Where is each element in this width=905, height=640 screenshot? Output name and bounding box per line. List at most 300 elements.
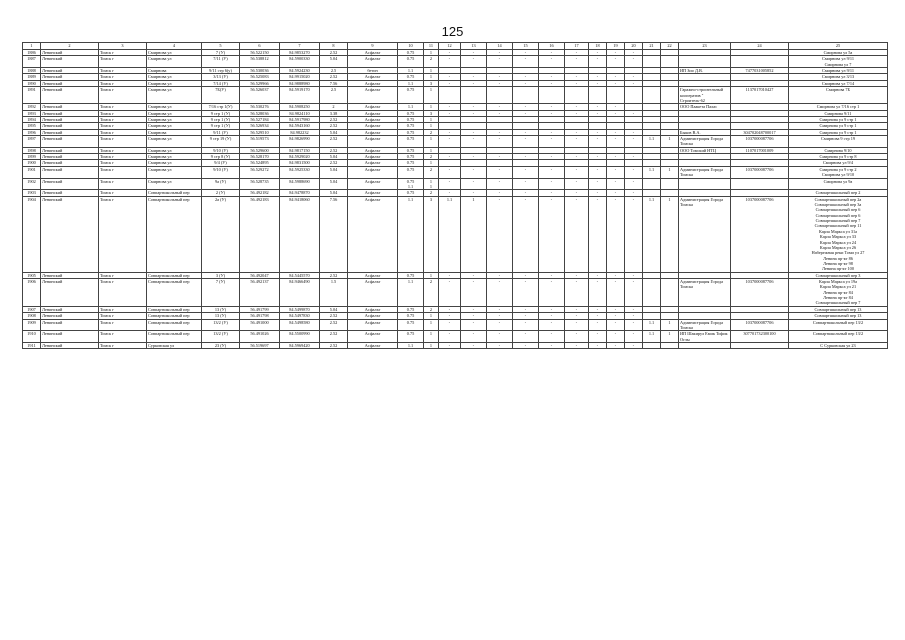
table-cell: -	[513, 166, 539, 178]
table-cell: -	[589, 129, 607, 135]
table-cell: 1	[424, 74, 439, 80]
table-cell: 9/10 (У)	[202, 147, 240, 153]
table-cell: 56.526934	[240, 123, 280, 129]
table-cell: Администрация Города Томска	[679, 319, 731, 331]
table-cell: -	[487, 190, 513, 196]
table-cell: Ленинский	[41, 110, 99, 116]
table-cell: Смирнова ул	[147, 87, 202, 104]
table-cell: 1	[424, 313, 439, 319]
table-cell: Асфальт	[348, 154, 398, 160]
column-header: 5	[202, 43, 240, 50]
table-cell: 56.491026	[240, 331, 280, 343]
table-cell: 1909	[23, 319, 41, 331]
table-cell	[513, 87, 539, 104]
table-cell: 3.38	[320, 110, 348, 116]
table-cell: 1893	[23, 110, 41, 116]
table-cell: 9/11 (У)	[202, 129, 240, 135]
table-cell: 1.1	[643, 136, 661, 148]
table-cell: 1905	[23, 272, 41, 278]
table-cell: -	[589, 196, 607, 272]
table-cell: 84.5917980	[280, 116, 320, 122]
table-cell: Смирнова ул	[147, 154, 202, 160]
table-cell: 1	[424, 116, 439, 122]
table-cell: -	[539, 56, 565, 68]
table-cell: -	[565, 178, 589, 190]
table-cell: 1	[661, 331, 679, 343]
table-cell: 2	[424, 129, 439, 135]
table-cell: 56.529966	[240, 80, 280, 86]
table-cell: 1	[424, 104, 439, 110]
table-row	[23, 319, 888, 331]
table-cell: Томск г	[99, 196, 147, 272]
table-cell: -	[439, 50, 461, 56]
table-cell: -	[487, 56, 513, 68]
table-cell: Смирнова 9/10	[789, 147, 888, 153]
table-cell: -	[607, 319, 625, 331]
table-cell	[731, 56, 789, 68]
table-cell: 56.492183	[240, 196, 280, 272]
table-cell: Асфальт	[348, 87, 398, 104]
table-cell: 1037000087706	[731, 279, 789, 307]
table-cell: -	[461, 272, 487, 278]
table-cell: -	[589, 272, 607, 278]
table-cell: 1887	[23, 56, 41, 68]
table-cell: -	[513, 272, 539, 278]
table-cell: -	[607, 56, 625, 68]
table-cell: -	[625, 272, 643, 278]
table-cell: 3	[424, 196, 439, 272]
table-cell: Смирнова ул	[147, 50, 202, 56]
table-cell: -	[565, 190, 589, 196]
table-cell: 84.9418060	[280, 196, 320, 272]
table-cell: Смирнова ул 9 стр 1	[789, 129, 888, 135]
table-cell: -	[607, 136, 625, 148]
table-cell: 0.75	[398, 160, 424, 166]
table-row	[23, 279, 888, 307]
table-cell	[661, 56, 679, 68]
table-cell: -	[461, 56, 487, 68]
table-cell: 9 стр 1 (У)	[202, 110, 240, 116]
table-cell: Асфальт	[348, 190, 398, 196]
table-cell	[679, 56, 731, 68]
table-cell: 1903	[23, 190, 41, 196]
table-cell: 307701732300100	[731, 331, 789, 343]
table-cell: -	[487, 272, 513, 278]
column-header: 6	[240, 43, 280, 50]
table-cell: Смирнова ул 9/4	[789, 160, 888, 166]
table-cell: 2.52	[320, 116, 348, 122]
table-cell: Асфальт	[348, 178, 398, 190]
table-cell: Асфальт	[348, 160, 398, 166]
table-cell: 1.1	[643, 166, 661, 178]
table-cell: 5.04	[320, 178, 348, 190]
table-cell: Ленинский	[41, 196, 99, 272]
table-cell: -	[461, 178, 487, 190]
table-cell: 1.1	[439, 196, 461, 272]
table-cell: -	[625, 319, 643, 331]
table-cell: -	[625, 166, 643, 178]
table-cell: -	[461, 166, 487, 178]
table-cell: 56.529272	[240, 166, 280, 178]
table-cell: 9а (У)	[202, 178, 240, 190]
table-cell: 0.75	[398, 331, 424, 343]
table-cell: 1911	[23, 342, 41, 348]
table-cell: Смирнова ул 5а	[789, 50, 888, 56]
table-cell: 2	[424, 56, 439, 68]
table-cell: ИП Зио Д.В.	[679, 68, 731, 74]
table-cell: Ленинский	[41, 154, 99, 160]
table-cell: 0.75	[398, 313, 424, 319]
table-cell: -	[539, 136, 565, 148]
table-cell: -	[439, 306, 461, 312]
table-cell: 1.1	[398, 80, 424, 86]
table-cell: Ленинский	[41, 123, 99, 129]
table-cell: -	[565, 50, 589, 56]
table-cell: -	[539, 166, 565, 178]
table-cell: -	[539, 313, 565, 319]
table-cell: 2	[424, 306, 439, 312]
table-cell: -	[565, 313, 589, 319]
table-cell: Смирнова ул 9 стр 1	[789, 116, 888, 122]
table-cell: -	[439, 313, 461, 319]
table-cell: -	[565, 166, 589, 178]
table-cell: Асфальт	[348, 123, 398, 129]
table-cell: Смирнова ул 7/16 стр 1	[789, 104, 888, 110]
table-cell: Смирнова ул	[147, 123, 202, 129]
table-cell: -	[607, 104, 625, 110]
table-cell: 1037000087706	[731, 196, 789, 272]
table-cell: -	[565, 331, 589, 343]
table-cell	[643, 342, 661, 348]
table-cell: Асфальт	[348, 50, 398, 56]
table-cell: Томск г	[99, 123, 147, 129]
table-cell: 56.491799	[240, 306, 280, 312]
table-cell: 56.528036	[240, 110, 280, 116]
table-cell: 13/2 (У)	[202, 331, 240, 343]
table-cell: Смирнова 9/11	[789, 110, 888, 116]
table-cell: Смирнова 9 стр 19	[789, 136, 888, 148]
table-cell: -	[589, 279, 607, 307]
table-cell: Асфальт	[348, 116, 398, 122]
table-cell	[731, 178, 789, 190]
table-cell: -	[625, 129, 643, 135]
table-cell: Томск г	[99, 178, 147, 190]
table-cell: 0.75	[398, 272, 424, 278]
table-cell: -	[439, 342, 461, 348]
table-cell: -	[625, 74, 643, 80]
table-cell: 84.5924230	[280, 68, 320, 74]
column-header: 8	[320, 43, 348, 50]
table-cell: Томск г	[99, 331, 147, 343]
table-cell	[679, 342, 731, 348]
table-cell: 84.5499870	[280, 306, 320, 312]
table-cell: 2а (У)	[202, 196, 240, 272]
table-cell: -	[625, 50, 643, 56]
table-cell: -	[539, 178, 565, 190]
table-cell: Томск г	[99, 68, 147, 74]
table-cell: 1.1	[398, 279, 424, 307]
table-cell: 56.529510	[240, 129, 280, 135]
table-cell: -	[625, 196, 643, 272]
table-cell: 1	[424, 68, 439, 74]
table-cell: 84.5500990	[280, 331, 320, 343]
table-cell: 1890	[23, 80, 41, 86]
table-cell: Томск г	[99, 160, 147, 166]
table-cell: Смирнова ул 7/14	[789, 80, 888, 86]
table-cell: Смирнова ул	[147, 110, 202, 116]
table-cell: 1	[424, 87, 439, 104]
table-cell: 1.1	[398, 104, 424, 110]
table-cell: Ленинский	[41, 306, 99, 312]
table-cell: 2	[320, 104, 348, 110]
table-cell: -	[625, 110, 643, 116]
table-cell: Смирнова ул 9 стр 2 Смирнова ул 9/10	[789, 166, 888, 178]
table-cell: -	[439, 166, 461, 178]
table-cell: Смирнова ул 9а	[789, 178, 888, 190]
table-cell: 2.52	[320, 136, 348, 148]
table-cell: 0.75	[398, 56, 424, 68]
table-cell: -	[607, 80, 625, 86]
table-cell: -	[513, 331, 539, 343]
table-cell: 84.5498580	[280, 319, 320, 331]
table-cell: Ленинский	[41, 331, 99, 343]
table-cell: -	[487, 129, 513, 135]
table-cell: 7.56	[320, 80, 348, 86]
table-cell: 1	[424, 123, 439, 129]
table-cell: Смирнова	[147, 68, 202, 74]
table-cell: -	[461, 190, 487, 196]
table-cell: 56.522150	[240, 50, 280, 56]
column-header: 13	[461, 43, 487, 50]
table-cell: Смирнова ул	[147, 166, 202, 178]
table-cell: Асфальт	[348, 196, 398, 272]
table-cell: 0.75	[398, 123, 424, 129]
table-cell: Совпартшкольный пер	[147, 306, 202, 312]
table-cell: -	[487, 50, 513, 56]
table-cell: Ленинский	[41, 178, 99, 190]
table-cell	[461, 87, 487, 104]
table-cell: 84.5908250	[280, 104, 320, 110]
table-cell: -	[565, 154, 589, 160]
table-cell: 0.75	[398, 147, 424, 153]
table-cell: -	[625, 190, 643, 196]
table-cell: Томск г	[99, 147, 147, 153]
table-cell: -	[565, 74, 589, 80]
table-cell: 9 стр 19 (У)	[202, 136, 240, 148]
table-cell: -	[439, 80, 461, 86]
table-cell: -	[589, 166, 607, 178]
table-cell: Асфальт	[348, 104, 398, 110]
table-cell: -	[589, 313, 607, 319]
table-cell: Асфальт	[348, 279, 398, 307]
table-cell: 56.530036	[240, 68, 280, 74]
table-cell: 9/10 (У)	[202, 166, 240, 178]
table-cell: -	[439, 272, 461, 278]
table-cell: 84.9888980	[280, 80, 320, 86]
table-cell	[731, 342, 789, 348]
table-cell: -	[513, 190, 539, 196]
table-cell	[539, 87, 565, 104]
table-cell	[661, 279, 679, 307]
table-cell: 1037000087706	[731, 166, 789, 178]
table-cell: Ленинский	[41, 56, 99, 68]
table-row	[23, 342, 888, 348]
table-cell: -	[461, 319, 487, 331]
table-cell: -	[539, 129, 565, 135]
table-cell: 1897	[23, 136, 41, 148]
table-cell: Совпартшкольный пер 13	[789, 306, 888, 312]
table-cell: 5.04	[320, 129, 348, 135]
table-cell: -	[513, 196, 539, 272]
table-cell: 2.52	[320, 50, 348, 56]
table-row	[23, 166, 888, 178]
table-cell: Томск г	[99, 342, 147, 348]
table-cell: -	[539, 154, 565, 160]
table-cell: 56.538812	[240, 56, 280, 68]
table-cell: 0.75	[398, 190, 424, 196]
page-number: 125	[441, 24, 464, 39]
table-cell: Ленинский	[41, 147, 99, 153]
table-cell: 1.1	[643, 196, 661, 272]
table-cell: Совпартшкольный пер 2а Совпартшкольный пер 3а Совпартшкольный пер 6 Совпартшкольный пер 6 Совпартшкольный пер 7 Совпартшкольный пер 11 Карла Маркса ул 31а Карла Маркса ул 33 Карла Маркса ул 24 Карла Маркса ул 26 Набережная реки Томи ул 27 Ленина пр-кт 86 Ленина пр-кт 98 Ленина пр-кт 100	[789, 196, 888, 272]
table-cell: 84.9817150	[280, 147, 320, 153]
table-cell: -	[487, 306, 513, 312]
table-cell: -	[589, 331, 607, 343]
table-cell: -	[607, 279, 625, 307]
table-cell: Ленинский	[41, 279, 99, 307]
table-cell: -	[513, 136, 539, 148]
table-cell: -	[539, 104, 565, 110]
table-cell: Асфальт	[348, 331, 398, 343]
table-cell: -	[513, 110, 539, 116]
table-cell: Гаражно-строительный кооператив " Строитель-62	[679, 87, 731, 104]
table-cell: 1910	[23, 331, 41, 343]
table-cell: 1	[661, 319, 679, 331]
column-header: 24	[731, 43, 789, 50]
table-cell: -	[539, 306, 565, 312]
table-cell: -	[539, 110, 565, 116]
table-cell: -	[539, 279, 565, 307]
table-cell: 1891	[23, 87, 41, 104]
table-row	[23, 56, 888, 68]
table-cell: -	[625, 136, 643, 148]
table-cell: Ленинский	[41, 74, 99, 80]
table-cell: -	[487, 136, 513, 148]
table-cell: Асфальт	[348, 136, 398, 148]
table-cell: Карла Маркса ул 19а Карла Маркса ул 21 Ленина пр-кт 84 Ленина пр-кт 84 Совпартшкольный пер 7	[789, 279, 888, 307]
table-cell: -	[461, 136, 487, 148]
table-cell: Томск г	[99, 190, 147, 196]
table-cell: -	[487, 154, 513, 160]
table-cell: 13 (У)	[202, 306, 240, 312]
table-cell: -	[607, 74, 625, 80]
registry-table	[22, 42, 888, 349]
table-cell	[643, 279, 661, 307]
table-cell: 56.491000	[240, 319, 280, 331]
table-cell: -	[439, 129, 461, 135]
table-cell: Смирнова ул	[147, 56, 202, 68]
table-cell: 3 (У)	[202, 272, 240, 278]
table-cell: -	[513, 80, 539, 86]
table-cell: 1	[461, 196, 487, 272]
table-cell: 0.75	[398, 306, 424, 312]
table-cell: 56.525083	[240, 74, 280, 80]
table-cell	[625, 87, 643, 104]
table-cell: 84.5497830	[280, 313, 320, 319]
table-cell: 56.529600	[240, 147, 280, 153]
column-header: 9	[348, 43, 398, 50]
table-cell: -	[461, 104, 487, 110]
table-cell: 84.982232	[280, 129, 320, 135]
table-cell: -	[589, 74, 607, 80]
table-cell: Асфальт	[348, 313, 398, 319]
table-cell: 1.1	[643, 331, 661, 343]
table-cell: -	[439, 74, 461, 80]
table-cell: -	[565, 104, 589, 110]
table-row	[23, 196, 888, 272]
table-cell: 1900	[23, 160, 41, 166]
table-cell: 1.1	[398, 68, 424, 74]
table-cell: Ленинский	[41, 87, 99, 104]
table-cell: 1.1	[398, 342, 424, 348]
table-cell: -	[487, 331, 513, 343]
table-cell: 1896	[23, 129, 41, 135]
table-cell: Администрация Города Томска	[679, 196, 731, 272]
table-cell: 84.9478870	[280, 190, 320, 196]
table-cell: 2	[424, 190, 439, 196]
table-cell: Томск г	[99, 50, 147, 56]
table-cell: Томск г	[99, 166, 147, 178]
table-cell: -	[439, 331, 461, 343]
table-cell: 0.75	[398, 154, 424, 160]
table-cell: -	[607, 166, 625, 178]
table-cell: 9 стр 1 (У)	[202, 123, 240, 129]
table-cell	[607, 87, 625, 104]
table-cell: Смирнова ул 9 стр 1	[789, 123, 888, 129]
column-header: 21	[643, 43, 661, 50]
table-cell: 56.492137	[240, 279, 280, 307]
table-cell: 1902	[23, 178, 41, 190]
table-cell: 1892	[23, 104, 41, 110]
table-cell: 3	[424, 110, 439, 116]
table-cell: Ленинский	[41, 160, 99, 166]
table-cell: 56.528735	[240, 178, 280, 190]
table-cell: 1906	[23, 279, 41, 307]
table-cell: -	[565, 129, 589, 135]
table-cell: -	[439, 154, 461, 160]
column-header: 16	[539, 43, 565, 50]
table-cell: -	[461, 50, 487, 56]
table-cell: 1907	[23, 306, 41, 312]
table-cell: 0.75	[398, 116, 424, 122]
table-cell: -	[439, 279, 461, 307]
table-cell: -	[589, 80, 607, 86]
table-cell: -	[539, 50, 565, 56]
table-cell: -	[539, 319, 565, 331]
table-cell: -	[539, 74, 565, 80]
table-cell: 1037000087706	[731, 136, 789, 148]
table-cell: 1889	[23, 74, 41, 80]
table-cell: Томск г	[99, 319, 147, 331]
table-cell: 56.492182	[240, 190, 280, 196]
table-cell: -	[539, 331, 565, 343]
table-cell: Смирнова ул 9/11	[789, 68, 888, 74]
table-cell: -	[439, 178, 461, 190]
column-header: 10	[398, 43, 424, 50]
table-cell: 0.75	[398, 129, 424, 135]
table-cell: 2 (У)	[202, 190, 240, 196]
table-cell: 1908	[23, 313, 41, 319]
